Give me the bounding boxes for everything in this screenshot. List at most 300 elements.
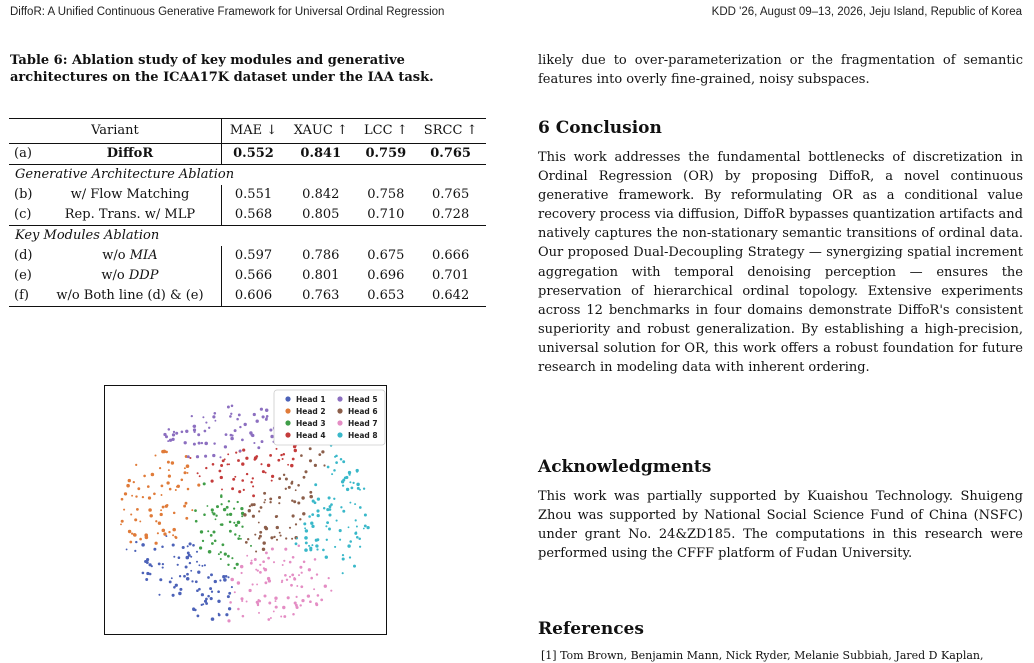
scatter-point [165, 535, 167, 537]
scatter-point [269, 501, 271, 503]
scatter-point [304, 470, 307, 473]
scatter-point [210, 573, 213, 576]
scatter-point [121, 520, 124, 523]
scatter-point [263, 501, 265, 503]
scatter-point [196, 455, 199, 458]
scatter-point [262, 470, 265, 473]
scatter-point [145, 578, 148, 581]
scatter-point [220, 503, 222, 505]
scatter-point [250, 545, 252, 547]
scatter-point [269, 497, 272, 500]
scatter-point [181, 479, 184, 482]
scatter-point [301, 599, 304, 602]
col-header-srcc: SRCC ↑ [415, 119, 486, 144]
scatter-point [355, 519, 357, 521]
scatter-point [314, 501, 317, 504]
legend-label: Head 6 [348, 407, 378, 416]
scatter-point [262, 541, 265, 544]
scatter-point [304, 548, 308, 552]
scatter-point [186, 577, 190, 581]
scatter-point [265, 417, 267, 419]
scatter-point [229, 530, 232, 533]
scatter-point [171, 577, 173, 579]
scatter-point [135, 495, 137, 497]
cell-xauc: 0.842 [302, 187, 340, 202]
scatter-point [271, 475, 274, 478]
scatter-point [296, 537, 298, 539]
scatter-point [252, 583, 254, 585]
scatter-point [330, 590, 332, 592]
scatter-point [265, 552, 268, 555]
scatter-point [303, 561, 306, 564]
scatter-point [162, 506, 165, 509]
scatter-point [280, 616, 282, 618]
scatter-point [168, 428, 171, 431]
scatter-point [235, 452, 237, 454]
scatter-point [295, 523, 297, 525]
scatter-point [172, 543, 175, 546]
scatter-point [255, 569, 257, 571]
scatter-point [269, 454, 272, 457]
scatter-point [137, 487, 140, 490]
scatter-point [124, 492, 127, 495]
scatter-point [333, 469, 336, 472]
scatter-point [154, 542, 157, 545]
scatter-point [353, 565, 356, 568]
scatter-point [234, 591, 236, 593]
scatter-point [197, 484, 200, 487]
scatter-point [314, 483, 317, 486]
scatter-point [153, 548, 156, 551]
scatter-point [154, 454, 156, 456]
scatter-point [305, 541, 308, 544]
scatter-point [293, 577, 295, 579]
scatter-point [342, 484, 344, 486]
scatter-point [263, 594, 266, 597]
scatter-point [284, 548, 287, 551]
scatter-point [194, 609, 197, 612]
scatter-point [354, 503, 356, 505]
scatter-point [259, 564, 261, 566]
scatter-point [155, 520, 157, 522]
scatter-point [316, 548, 318, 550]
scatter-point [185, 566, 188, 569]
table-row [9, 205, 486, 226]
scatter-point [215, 518, 217, 520]
scatter-point [334, 456, 336, 458]
scatter-point [251, 560, 253, 562]
legend-marker [285, 396, 290, 401]
scatter-point [128, 530, 131, 533]
scatter-point [265, 409, 268, 412]
scatter-point [243, 489, 245, 491]
scatter-point [196, 551, 198, 553]
scatter-point [158, 594, 160, 596]
scatter-point [239, 450, 242, 453]
scatter-point [282, 564, 284, 566]
scatter-point [278, 502, 280, 504]
scatter-point [326, 521, 329, 524]
scatter-point [246, 601, 248, 603]
scatter-point [323, 464, 325, 466]
plot-legend [274, 390, 385, 445]
scatter-point [238, 490, 241, 493]
scatter-point [201, 442, 203, 444]
scatter-point [252, 477, 254, 479]
scatter-point [189, 457, 191, 459]
scatter-point [212, 512, 215, 515]
scatter-point [185, 517, 188, 520]
scatter-point [173, 431, 175, 433]
scatter-point [258, 522, 260, 524]
scatter-point [335, 461, 338, 464]
scatter-point [181, 431, 184, 434]
scatter-point [227, 564, 229, 566]
scatter-point [282, 606, 285, 609]
scatter-point [205, 422, 207, 424]
scatter-point [262, 548, 265, 551]
scatter-point [235, 524, 238, 527]
scatter-point [253, 413, 256, 416]
scatter-point [280, 454, 282, 456]
variant-prefix: w/o [102, 248, 130, 263]
scatter-point [324, 585, 327, 588]
scatter-point [273, 561, 275, 563]
scatter-point [340, 506, 342, 508]
table-row [9, 286, 486, 307]
scatter-point [259, 531, 262, 534]
scatter-point [211, 542, 214, 545]
scatter-point [299, 518, 301, 520]
scatter-point [160, 509, 162, 511]
scatter-point [309, 491, 312, 494]
scatter-point [148, 496, 151, 499]
row-label: (f) [9, 286, 39, 307]
scatter-point [253, 442, 255, 444]
scatter-point [252, 494, 255, 497]
scatter-point [327, 466, 330, 469]
scatter-point [240, 597, 243, 600]
scatter-point [299, 566, 302, 569]
scatter-point [157, 532, 159, 534]
scatter-point [317, 514, 320, 517]
scatter-point [204, 564, 206, 566]
scatter-point [301, 572, 303, 574]
scatter-point [172, 594, 175, 597]
scatter-point [251, 503, 254, 506]
scatter-point [218, 614, 221, 617]
scatter-point [184, 471, 187, 474]
scatter-point [204, 442, 208, 446]
scatter-point [183, 505, 186, 508]
legend-label: Head 4 [296, 431, 326, 440]
scatter-point [317, 594, 320, 597]
legend-marker [285, 432, 290, 437]
scatter-point [285, 488, 287, 490]
scatter-point [149, 573, 152, 576]
scatter-point [254, 458, 257, 461]
scatter-point [349, 481, 351, 483]
scatter-point [239, 535, 241, 537]
scatter-point [131, 495, 133, 497]
col-header-xauc: XAUC ↑ [285, 119, 356, 144]
scatter-point [308, 515, 311, 518]
scatter-point [351, 487, 354, 490]
scatter-point [270, 435, 274, 439]
table-row [9, 185, 486, 205]
scatter-point [281, 581, 283, 583]
scatter-point [220, 551, 222, 553]
scatter-point [282, 458, 284, 460]
scatter-point [162, 529, 166, 533]
scatter-point [211, 617, 215, 621]
cell-srcc: 0.666 [432, 248, 470, 263]
row-variant: Rep. Trans. w/ MLP [39, 205, 221, 226]
scatter-point [227, 576, 229, 578]
scatter-point [295, 489, 297, 491]
scatter-point [146, 558, 149, 561]
scatter-point [345, 476, 348, 479]
scatter-point [308, 545, 310, 547]
scatter-point [217, 600, 220, 603]
scatter-point [246, 555, 248, 557]
scatter-point [212, 415, 215, 418]
running-header-venue: KDD '26, August 09–13, 2026, Jeju Island, Republic of Korea [711, 6, 1022, 18]
cell-srcc: 0.728 [432, 207, 470, 222]
scatter-point [262, 415, 265, 418]
row-label: (c) [14, 207, 32, 222]
scatter-point [193, 425, 196, 428]
table-row [9, 246, 486, 266]
scatter-point [339, 529, 342, 532]
scatter-point [241, 462, 244, 465]
scatter-point [214, 420, 216, 422]
scatter-point [162, 563, 164, 565]
scatter-point [166, 481, 169, 484]
scatter-point [236, 563, 239, 566]
col-header-variant: Variant [9, 119, 221, 144]
legend-marker [337, 396, 342, 401]
scatter-point [233, 522, 235, 524]
scatter-point [227, 619, 230, 622]
scatter-point [310, 577, 313, 580]
scatter-point [305, 529, 308, 532]
scatter-point [131, 532, 133, 534]
cell-lcc: 0.759 [356, 144, 415, 165]
scatter-point [313, 588, 315, 590]
tsne-scatter-plot [104, 385, 387, 635]
cell-srcc: 0.642 [415, 286, 486, 307]
scatter-point [149, 514, 152, 517]
scatter-point [229, 415, 232, 418]
scatter-point [316, 546, 318, 548]
scatter-point [123, 509, 125, 511]
scatter-point [326, 539, 328, 541]
scatter-point [139, 538, 142, 541]
col-header-lcc: LCC ↑ [356, 119, 415, 144]
scatter-point [341, 480, 344, 483]
scatter-point [229, 601, 232, 604]
scatter-point [193, 428, 196, 431]
scatter-point [218, 553, 220, 555]
scatter-point [346, 488, 349, 491]
scatter-point [298, 574, 300, 576]
scatter-point [347, 544, 350, 547]
scatter-point [349, 540, 352, 543]
scatter-point [202, 540, 204, 542]
scatter-point [295, 604, 298, 607]
scatter-point [231, 557, 233, 559]
variant-prefix: w/o [101, 268, 129, 283]
scatter-point [259, 535, 262, 538]
scatter-point [190, 556, 192, 558]
scatter-point [141, 543, 145, 547]
scatter-point [199, 475, 201, 477]
scatter-point [173, 556, 175, 558]
scatter-point [227, 453, 229, 455]
scatter-point [120, 523, 122, 525]
scatter-point [223, 508, 226, 511]
scatter-point [208, 550, 212, 554]
scatter-point [275, 606, 278, 609]
scatter-point [134, 550, 136, 552]
scatter-point [328, 528, 331, 531]
section-title: Key Modules Ablation [9, 226, 486, 247]
scatter-point [231, 586, 233, 588]
section-title: Generative Architecture Ablation [9, 165, 486, 186]
scatter-point [133, 481, 135, 483]
scatter-point [274, 597, 277, 600]
legend-label: Head 5 [348, 395, 378, 404]
scatter-point [304, 527, 306, 529]
legend-marker [337, 408, 342, 413]
scatter-point [318, 453, 321, 456]
ablation-table [9, 118, 486, 307]
scatter-point [339, 539, 341, 541]
scatter-point [260, 408, 263, 411]
scatter-point [241, 439, 244, 442]
scatter-point [349, 502, 351, 504]
scatter-point [267, 464, 270, 467]
scatter-point [340, 458, 343, 461]
cell-srcc: 0.765 [432, 187, 470, 202]
cell-xauc: 0.801 [302, 268, 340, 283]
scatter-point [276, 515, 278, 517]
scatter-point [356, 526, 358, 528]
scatter-point [290, 464, 293, 467]
cell-srcc: 0.701 [432, 268, 470, 283]
scatter-point [165, 451, 168, 454]
scatter-point [207, 576, 210, 579]
scatter-point [359, 506, 362, 509]
scatter-point [126, 484, 130, 488]
acknowledgments-heading: Acknowledgments [538, 457, 712, 477]
scatter-point [254, 534, 256, 536]
row-variant: DiffoR [39, 144, 221, 165]
scatter-point [240, 507, 243, 510]
row-label: (b) [14, 187, 33, 202]
scatter-point [261, 440, 264, 443]
scatter-point [355, 531, 357, 533]
scatter-point [322, 549, 325, 552]
scatter-point [130, 513, 132, 515]
scatter-point [283, 453, 286, 456]
scatter-point [134, 518, 137, 521]
scatter-point [172, 433, 175, 436]
scatter-point [204, 430, 207, 433]
scatter-point [273, 536, 275, 538]
scatter-point [359, 546, 361, 548]
scatter-point [185, 502, 188, 505]
scatter-point [264, 581, 267, 584]
scatter-point [169, 488, 172, 491]
scatter-point [287, 596, 290, 599]
scatter-point [267, 557, 270, 560]
scatter-point [245, 457, 248, 460]
scatter-point [342, 510, 345, 513]
scatter-point [314, 464, 317, 467]
scatter-point [167, 461, 170, 464]
scatter-point [200, 530, 203, 533]
scatter-point [316, 509, 319, 512]
scatter-point [310, 522, 313, 525]
scatter-point [263, 492, 266, 495]
scatter-point [275, 600, 277, 602]
scatter-point [336, 520, 338, 522]
scatter-point [268, 602, 271, 605]
scatter-point [231, 487, 234, 490]
scatter-point [258, 510, 260, 512]
scatter-point [205, 598, 208, 601]
row-label: (a) [9, 144, 39, 165]
scatter-point [298, 545, 301, 548]
scatter-point [176, 486, 178, 488]
scatter-point [241, 479, 244, 482]
scatter-point [333, 498, 335, 500]
scatter-point [316, 573, 318, 575]
scatter-point [226, 506, 229, 509]
scatter-point [237, 521, 241, 525]
scatter-point [186, 573, 189, 576]
scatter-point [159, 467, 161, 469]
scatter-point [161, 545, 164, 548]
scatter-point [147, 485, 150, 488]
scatter-point [239, 426, 241, 428]
legend-marker [337, 420, 342, 425]
scatter-point [227, 463, 229, 465]
scatter-point [248, 509, 251, 512]
scatter-point [198, 564, 200, 566]
scatter-point [135, 541, 137, 543]
scatter-point [162, 567, 164, 569]
scatter-point [300, 454, 303, 457]
scatter-point [285, 477, 288, 480]
scatter-point [191, 509, 193, 511]
scatter-point [236, 418, 239, 421]
scatter-point [267, 618, 270, 621]
scatter-point [223, 578, 227, 582]
scatter-point [226, 513, 229, 516]
scatter-point [309, 447, 312, 450]
scatter-point [227, 406, 230, 409]
scatter-point [349, 556, 351, 558]
scatter-point [201, 593, 204, 596]
scatter-point [211, 591, 213, 593]
scatter-point [146, 561, 149, 564]
scatter-point [190, 570, 192, 572]
scatter-point [247, 538, 249, 540]
scatter-point [309, 459, 312, 462]
